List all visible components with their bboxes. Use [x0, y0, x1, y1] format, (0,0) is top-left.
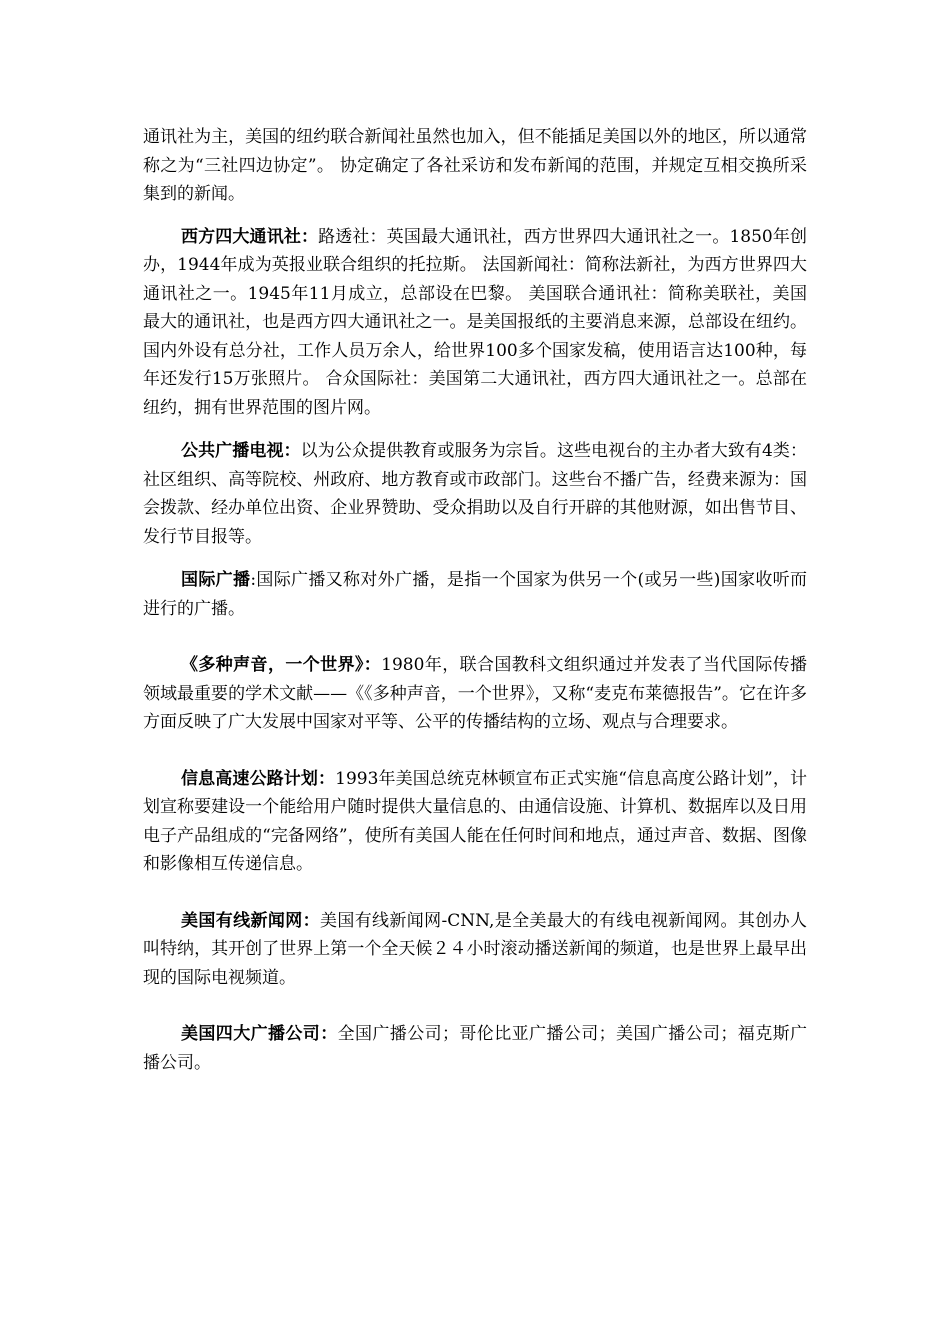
- paragraph-international-broadcasting: [143, 566, 807, 623]
- paragraph-public-broadcasting: [143, 437, 807, 551]
- term-public-broadcasting: 公共广播电视：: [181, 441, 301, 461]
- paragraph-text: :国际广播又称对外广播，是指一个国家为供另一个(或另一些)国家收听而进行的广播。: [143, 570, 808, 619]
- term-western-news-agencies: 西方四大通讯社：: [181, 226, 319, 247]
- paragraph-text: 1993年美国总统克林顿宣布正式实施“信息高度公路计划”，计划宣称要建设一个能给用户随时提供大量信息的、由通信设施、计算机、数据库以及日用电子产品组成的“完备网络”，使所有美国人能在任何时间和地点，通过声音、数据、图像和影像相互传递信息。: [143, 768, 807, 874]
- term-international-broadcasting: 国际广播: [181, 570, 251, 590]
- term-information-superhighway: 信息高速公路计划：: [181, 768, 336, 789]
- paragraph-text: 通讯社为主，美国的纽约联合新闻社虽然也加入，但不能插足美国以外的地区，所以通常称之为“三社四边协定”。 协定确定了各社采访和发布新闻的范围，并规定互相交换所采集到的新闻。: [143, 127, 807, 204]
- paragraph-western-news-agencies: [143, 223, 807, 423]
- paragraph-text: 以为公众提供教育或服务为宗旨。这些电视台的主办者大致有4类：社区组织、高等院校、州政府、地方教育或市政部门。这些台不播广告，经费来源为：国会拨款、经办单位出资、企业界赞助、受众捐助以及自行开辟的其他财源，如出售节目、发行节目报等。: [143, 441, 807, 547]
- term-cnn: 美国有线新闻网：: [181, 910, 320, 931]
- term-many-voices-one-world: 《多种声音，一个世界》：: [181, 655, 382, 675]
- term-four-broadcasters: 美国四大广播公司：: [181, 1024, 338, 1044]
- paragraph-cnn: [143, 907, 807, 993]
- paragraph-text: 1980年，联合国教科文组织通过并发表了当代国际传播领域最重要的学术文献——《《多种声音，一个世界》，又称“麦克布莱德报告”。它在许多方面反映了广大发展中国家对平等、公平的传播结构的立场、观点与合理要求。: [143, 655, 807, 732]
- paragraph-text: 路透社：英国最大通讯社，西方世界四大通讯社之一。1850年创办，1944年成为英报业联合组织的托拉斯。 法国新闻社：简称法新社，为西方世界四大通讯社之一。1945年11月成立，总部设在巴黎。 美国联合通讯社：简称美联社，美国最大的通讯社，也是西方四大通讯社之一。是美国报纸的主要消息来源，总部设在纽约。国内外设有总分社，工作人员万余人，给世界100多个国家发稿，使用语言达100种，每年还发行15万张照片。 合众国际社：美国第二大通讯社，西方四大通讯社之一。总部在纽约，拥有世界范围的图片网。: [143, 226, 808, 418]
- paragraph-information-superhighway: [143, 765, 807, 879]
- paragraph-four-broadcasters: [143, 1020, 807, 1077]
- document-page: [143, 123, 807, 1077]
- paragraph-text: 美国有线新闻网-CNN,是全美最大的有线电视新闻网。其创办人叫特纳，其开创了世界上第一个全天候２４小时滚动播送新闻的频道，也是世界上最早出现的国际电视频道。: [143, 910, 807, 988]
- paragraph-three-agencies-agreement: [143, 123, 807, 209]
- paragraph-many-voices-one-world: [143, 651, 807, 737]
- paragraph-text: 全国广播公司；哥伦比亚广播公司；美国广播公司；福克斯广播公司。: [143, 1024, 808, 1073]
